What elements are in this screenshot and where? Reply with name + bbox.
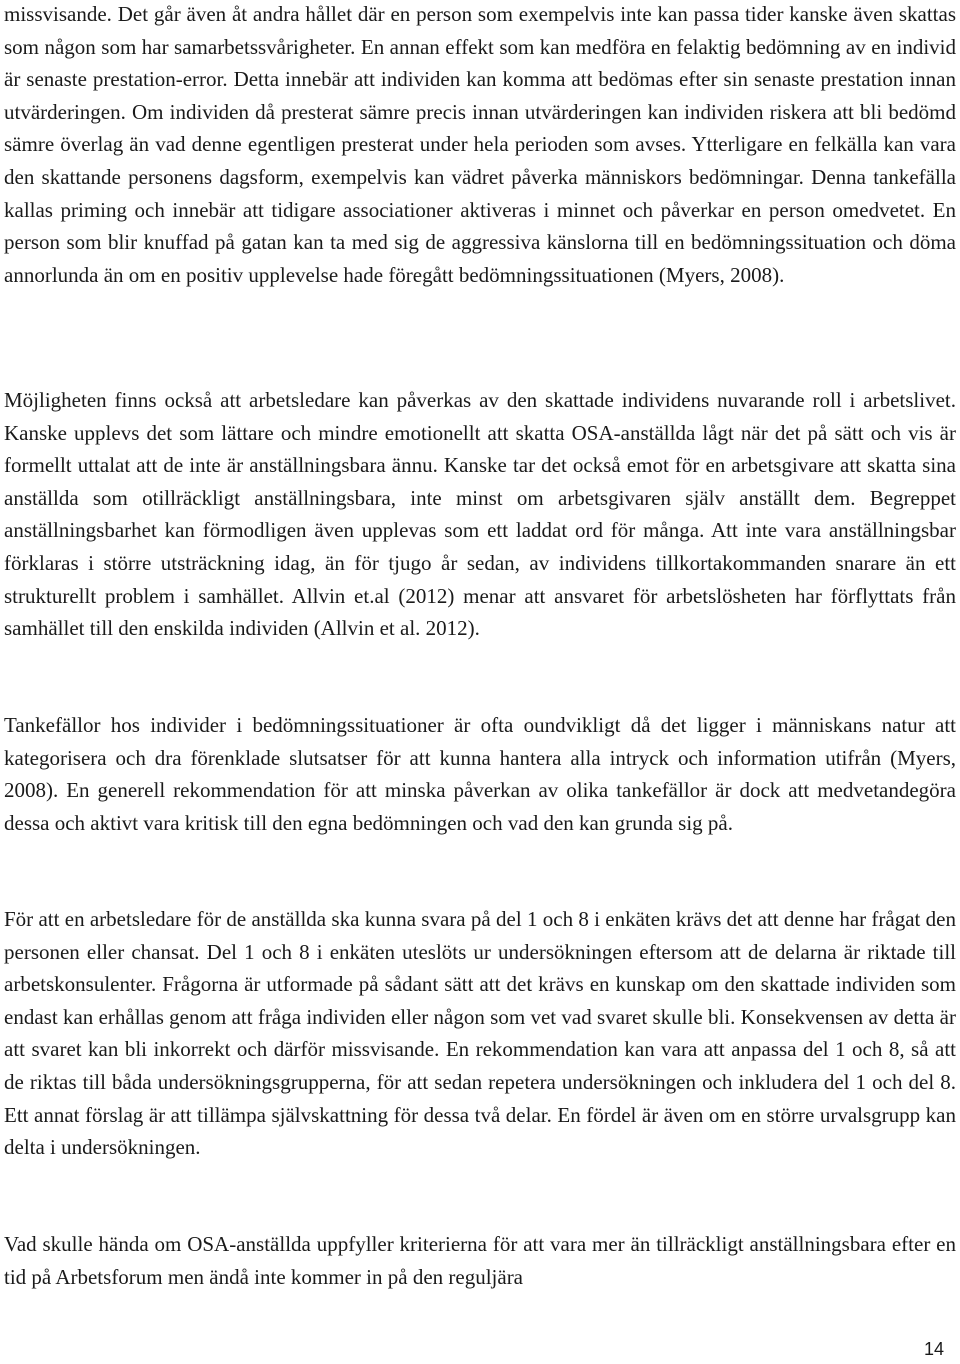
- paragraph-survey-parts: För att en arbetsledare för de anställda ska kunna svara på del 1 och 8 i enkäten krävs det att denne har frågat den personen eller chansat. Del 1 och 8 i enkäten uteslöts ur undersökningen eftersom att de delarna är riktade till arbetskonsulenter. Frågorna är utformade på sådant sätt att det krävs en kunskap om den skattade individen som endast kan erhållas genom att fråga individen eller någon som vet vad svaret skulle bli. Konsekvensen av detta är att svaret kan bli inkorrekt och därför missvisande. En rekommendation kan vara att anpassa del 1 och 8, så att de riktas till båda undersökningsgrupperna, för att sedan repetera undersökningen och inkludera del 1 och del 8. Ett annat förslag är att tillämpa självskattning för dessa två delar. En fördel är även om en större urvalsgrupp kan delta i undersökningen.: [4, 907, 956, 1160]
- paragraph-supervisor-influence: Möjligheten finns också att arbetsledare kan påverkas av den skattade individens nuvarande roll i arbetslivet. Kanske upplevs det som lättare och mindre emotionellt att skatta OSA-anställda lågt när det på sätt och vis är formellt uttalat att de inte är anställningsbara ännu. Kanske tar det också emot för en arbetsgivare att skatta sina anställda som otillräckligt anställningsbara, inte minst om arbetsgivaren själv anställt dem. Begreppet anställningsbarhet kan förmodligen även upplevas som ett laddat ord för många. Att inte vara anställningsbar förklaras i större utsträckning idag, än för tjugo år sedan, av individens tillkortakommanden snarare än ett strukturellt problem i samhället. Allvin et.al (2012) menar att ansvaret för arbetslösheten har förflyttats från samhället till den enskilda individen (Allvin et al. 2012).: [4, 388, 956, 641]
- paragraph-bias-effects: missvisande. Det går även åt andra hållet där en person som exempelvis inte kan passa tider kanske även skattas som någon som har samarbetssvårigheter. En annan effekt som kan medföra en felaktig bedömning av en individ är senaste prestation-error. Detta innebär att individen kan komma att bedömas efter sin senaste prestation innan utvärderingen. Om individen då presterat sämre precis innan utvärderingen kan individen riskera att bli bedömd sämre överlag än vad denne egentligen presterat under hela perioden som avses. Ytterligare en felkälla kan vara den skattande personens dagsform, exempelvis kan vädret påverka människors bedömningar. Denna tankefälla kallas priming och innebär att tidigare associationer aktiveras i minnet och påverkar en person omedvetet. En person som blir knuffad på gatan kan ta med sig de aggressiva känslorna till en bedömningssituation och döma annorlunda än om en positiv upplevelse hade föregått bedömningssituationen (Myers, 2008).: [4, 2, 956, 287]
- paragraph-cognitive-traps: Tankefällor hos individer i bedömningssituationer är ofta oundvikligt då det ligger i människans natur att kategorisera och dra förenklade slutsatser för att kunna hantera alla intryck och information utifrån (Myers, 2008). En generell rekommendation för att minska påverkan av olika tankefällor är dock att medvetandegöra dessa och aktivt vara kritisk till den egna bedömningen och vad den kan grunda sig på.: [4, 713, 956, 835]
- page-number: 14: [923, 1339, 944, 1359]
- paragraph-criteria-question: Vad skulle hända om OSA-anställda uppfyller kriterierna för att vara mer än tillräckligt anställningsbara efter en tid på Arbetsforum men ändå inte kommer in på den reguljära: [4, 1232, 956, 1289]
